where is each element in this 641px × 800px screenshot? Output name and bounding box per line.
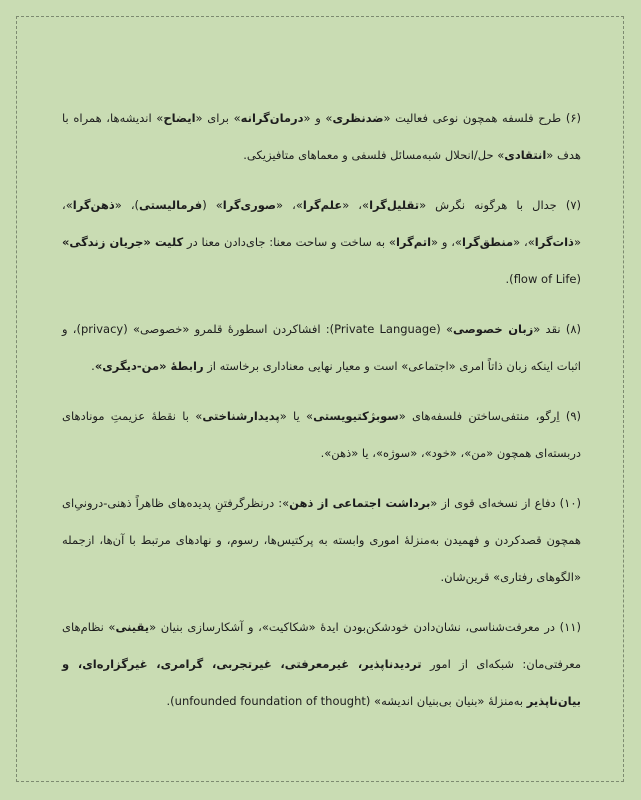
paragraph-text: (۶) طرح فلسفه همچون نوعی فعالیت « — [383, 111, 582, 125]
numbered-paragraph — [62, 100, 581, 174]
bold-term: ایضاح — [163, 111, 196, 125]
numbered-paragraph — [62, 485, 581, 596]
bold-term: اتم‌گرا — [395, 235, 432, 249]
paragraph-text: » و « — [303, 111, 333, 125]
paragraph-text: (۱۱) در معرفت‌شناسی، نشان‌دادن خودشکن‌بودن ایدهٔ «شکاکیت»، و آشکارسازی بنیان « — [149, 620, 581, 634]
paragraph-text: » به ساخت و ساحت معنا: جای‌دادن معنا در — [183, 235, 396, 249]
bold-term: فرمالیستی — [139, 198, 203, 212]
bold-term: منطق‌گرا — [461, 235, 514, 249]
paragraph-text: » برای « — [195, 111, 241, 125]
paragraph-text: » نظام‌های معرفتی‌مان: شبکه‌ای از امور — [62, 620, 581, 671]
bold-term: زبان خصوصی — [453, 322, 534, 336]
bold-term: پدیدارشناختی — [202, 409, 280, 423]
bold-term: ذهن‌گرا — [72, 198, 115, 212]
paragraph-text: )، « — [114, 198, 140, 212]
paragraph-text: » حل/انحلال شبه‌مسائل فلسفی و معماهای متافیزیکی. — [243, 148, 505, 162]
paragraph-text: . — [91, 359, 95, 373]
numbered-paragraph — [62, 187, 581, 298]
bold-term: تقلیل‌گرا — [369, 198, 420, 212]
paragraph-text: »، « — [513, 235, 535, 249]
bold-term: درمان‌گرانه — [240, 111, 304, 125]
bold-term: کلیت «جریان زندگی» — [62, 235, 184, 249]
bold-term: صوری‌گرا — [222, 198, 277, 212]
bold-term: ضدنظری — [332, 111, 384, 125]
numbered-paragraph — [62, 609, 581, 720]
paragraph-text: » ( — [202, 198, 223, 212]
paragraph-text: »: درنظرگرفتنِ پدیده‌های ظاهراً ذهنی-درونیِ‌ای همچون قصدکردن و فهمیدن به‌منزلهٔ اموری وابسته به پرکتیس‌ها، رسوم، و نهادهای مرتبط با آن‌ها، ازجمله «الگوهای رفتاری» قرین‌شان. — [62, 496, 581, 584]
bold-term: علم‌گرا — [302, 198, 343, 212]
paragraph-text: » (Private Language): افشاکردن اسطورهٔ قلمرو «خصوصی» (privacy)، و اثبات اینکه زبان ذاتاً امری «اجتماعی» است و معیار نهایی معناداری برخاسته از — [62, 322, 581, 373]
paragraph-text: (۱۰) دفاع از نسخه‌ای قوی از « — [430, 496, 581, 510]
paragraph-text: (۹) اِرگو، منتفی‌ساختن فلسفه‌های « — [398, 409, 581, 423]
bold-term: تردیدناپذیر، غیرمعرفتی، غیرتجربی، گرامری، غیرگزاره‌ای، و بیان‌ناپذیر — [62, 657, 581, 708]
paragraph-text: (۸) نقد « — [533, 322, 582, 336]
paragraph-text: »، و « — [431, 235, 462, 249]
paragraph-text: (۷) جدال با هرگونه نگرش « — [419, 198, 581, 212]
paragraph-text: »، « — [342, 198, 370, 212]
numbered-paragraph — [62, 311, 581, 385]
paragraph-text: »، « — [62, 198, 581, 249]
bold-term: یقینی — [115, 620, 150, 634]
paragraph-text: » اندیشه‌ها، همراه با هدف « — [62, 111, 581, 162]
paragraph-text: »، « — [276, 198, 303, 212]
bold-term: رابطهٔ «من-دیگری» — [94, 359, 204, 373]
bold-term: ذات‌گرا — [534, 235, 574, 249]
numbered-paragraph — [62, 398, 581, 472]
bold-term: سوبژکتیویستی — [313, 409, 399, 423]
paragraph-text: » یا « — [279, 409, 314, 423]
bold-term: برداشت اجتماعی از ذهن — [289, 496, 431, 510]
paragraph-text: (flow of Life). — [505, 272, 581, 286]
document-body — [62, 100, 581, 733]
paragraph-text: به‌منزلهٔ «بنیان بی‌بنیان اندیشه» (unfounded foundation of thought). — [166, 694, 527, 708]
paragraph-text: » با نقطهٔ عزیمتِ موناد‌های دربسته‌ای همچون «من»، «خود»، «سوژه»، یا «ذهن». — [62, 409, 581, 460]
bold-term: انتقادی — [504, 148, 547, 162]
